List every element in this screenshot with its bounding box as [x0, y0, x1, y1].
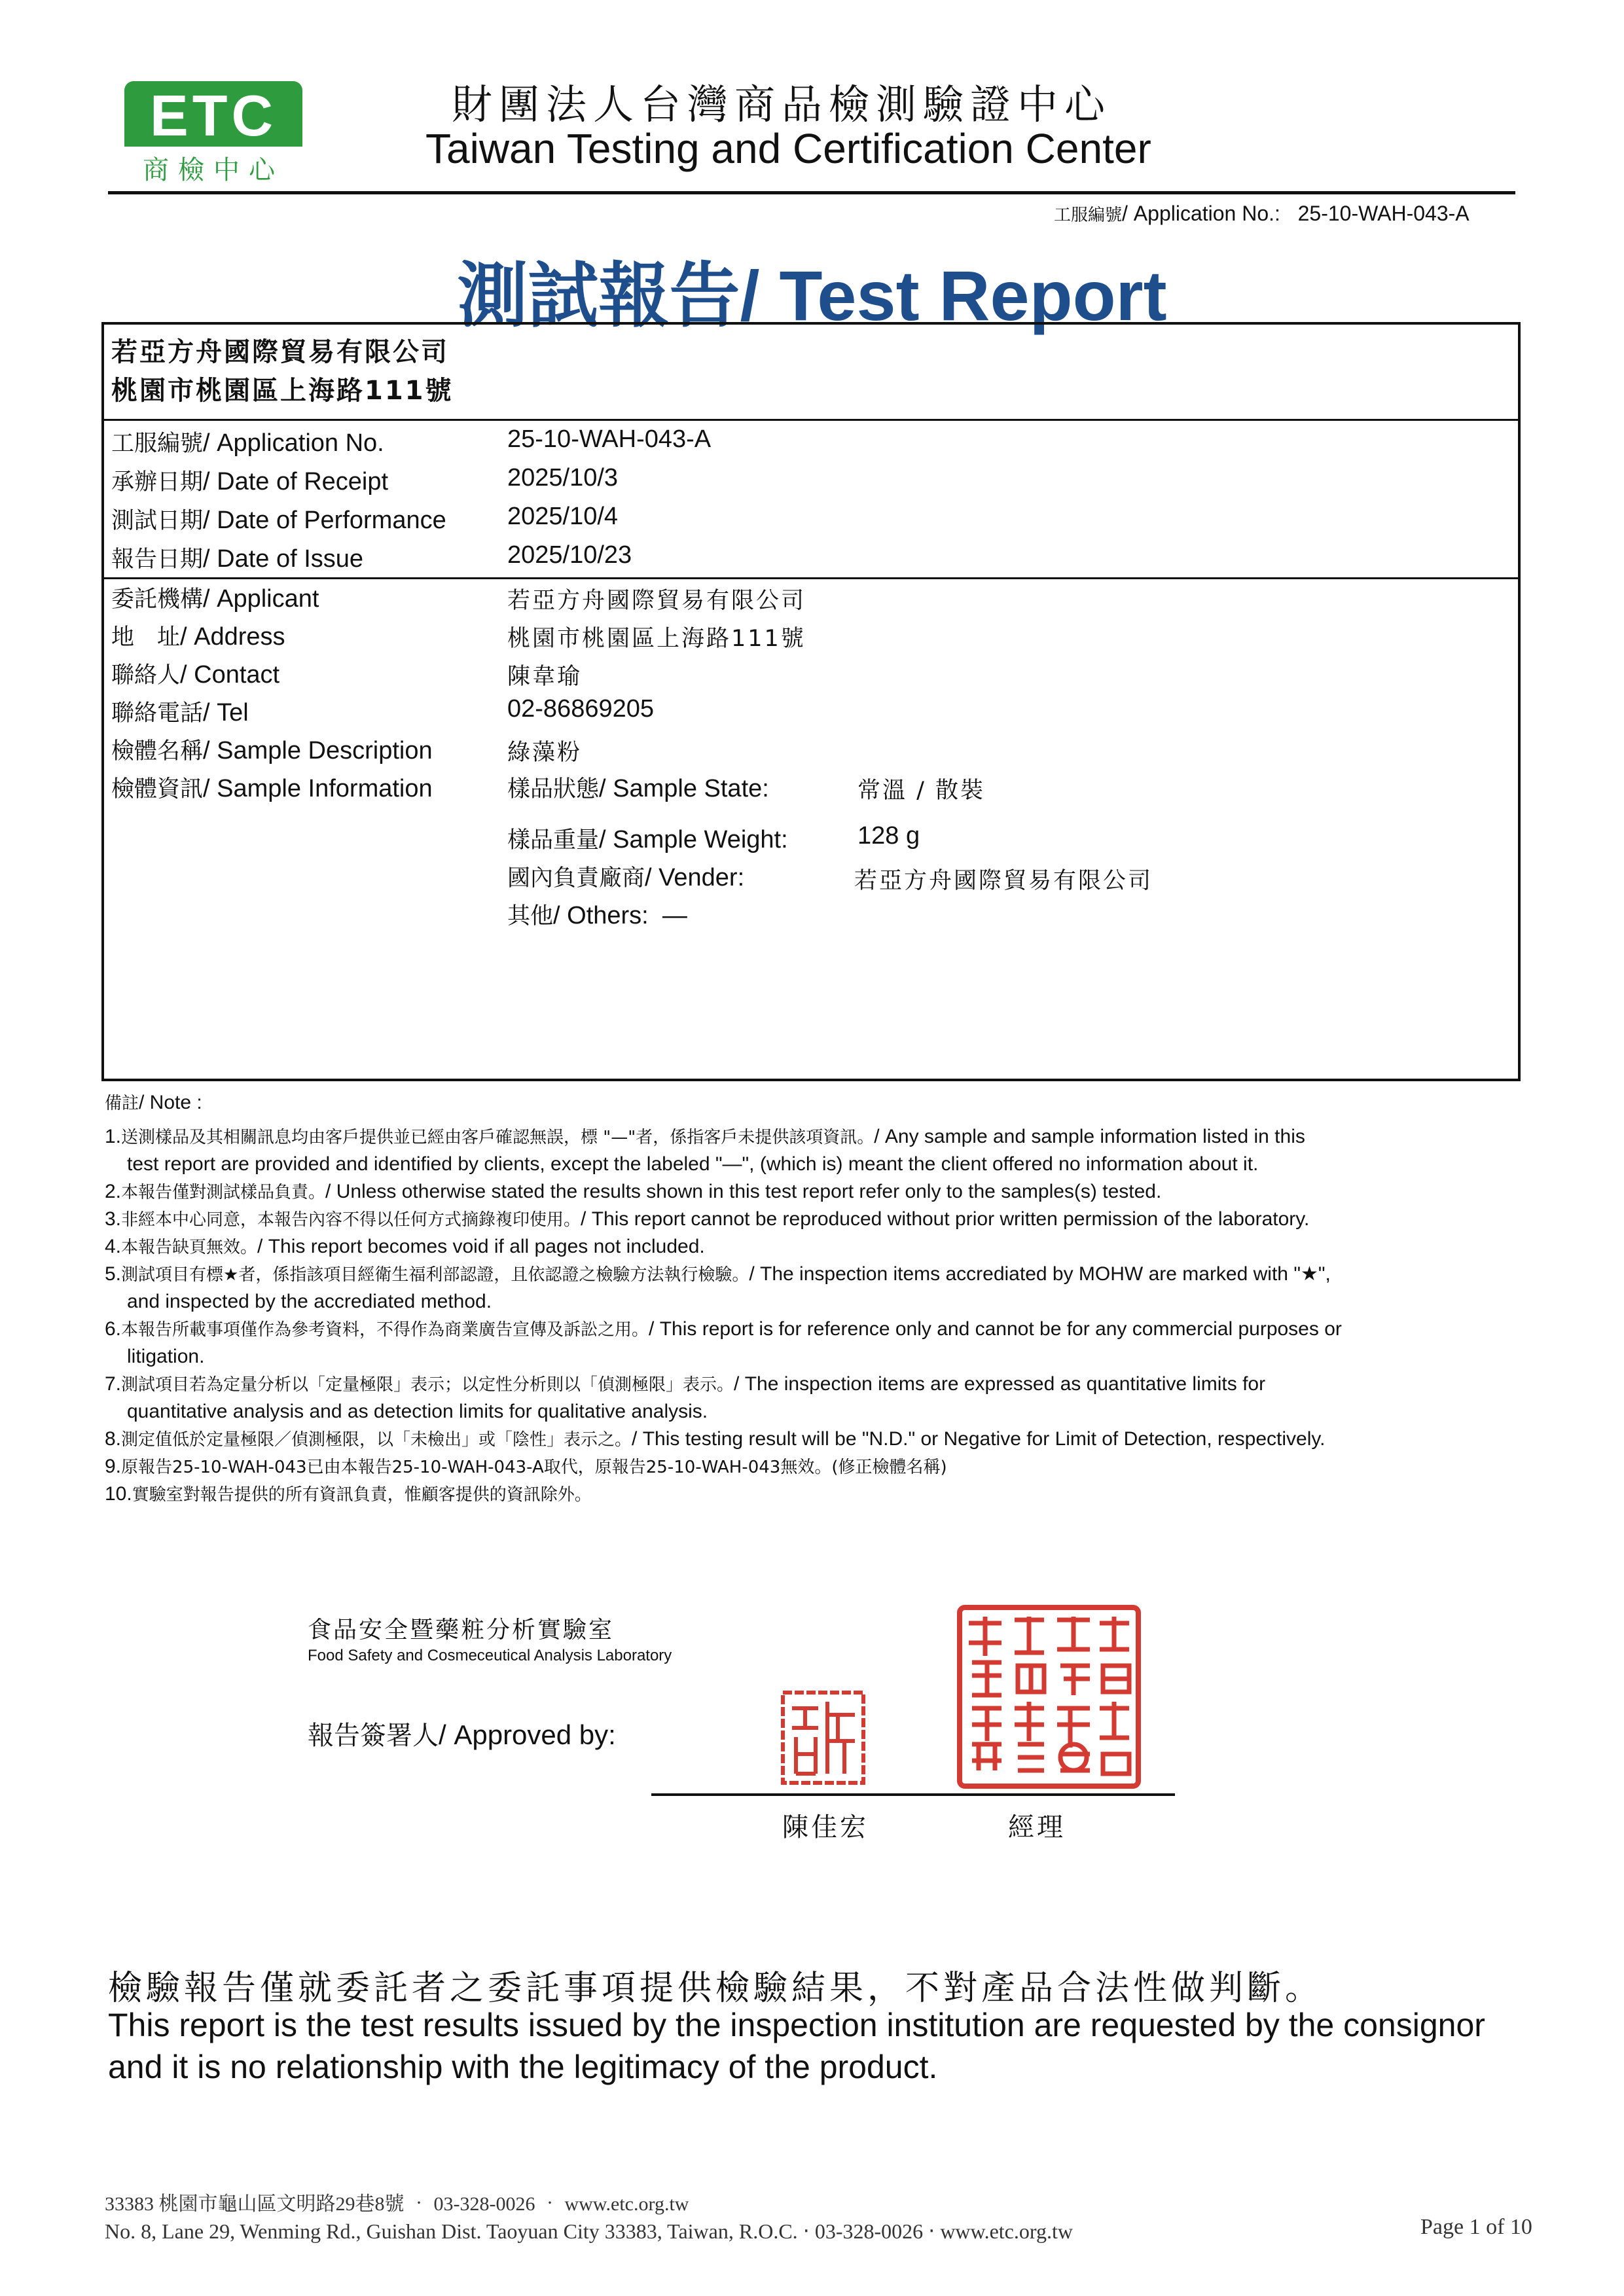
approved-by-label: 報告簽署人/ Approved by:	[308, 1719, 616, 1751]
detail-value: 陳韋瑜	[507, 664, 583, 690]
org-name-en: Taiwan Testing and Certification Center	[425, 125, 1151, 172]
sample-info-label: 國內負責廠商/ Vender:	[507, 864, 745, 891]
signer-title: 經理	[1008, 1812, 1066, 1842]
sample-info-label: 樣品重量/ Sample Weight:	[507, 826, 788, 853]
date-row: 測試日期/ Date of Performance	[111, 507, 446, 534]
etc-logo	[124, 81, 302, 185]
detail-label: 聯絡人/ Contact	[111, 661, 280, 689]
date-value: 2025/10/3	[507, 464, 619, 492]
detail-value: 桃園市桃園區上海路111號	[507, 626, 806, 652]
detail-value: 02-86869205	[507, 695, 654, 723]
detail-value: 若亞方舟國際貿易有限公司	[507, 588, 806, 614]
sample-info-value: 常溫 / 散裝	[857, 778, 986, 804]
page-number: Page 1 of 10	[1420, 2215, 1532, 2239]
note-item: 6.本報告所載事項僅作為參考資料，不得作為商業廣告宣傳及訴訟之用。/ This report is for reference only and cannot be for any commercial purposes or	[105, 1318, 1342, 1340]
note-item: 1.送測樣品及其相關訊息均由客戶提供並已經由客戶確認無誤，標 "—"者，係指客戶未提供該項資訊。/ Any sample and sample information listed in this	[105, 1126, 1305, 1147]
date-value: 2025/10/4	[507, 503, 619, 530]
logo-subtext: 商檢中心	[143, 155, 284, 185]
signer-name: 陳佳宏	[782, 1812, 869, 1842]
date-value: 2025/10/23	[507, 541, 632, 569]
note-item-cont: and inspected by the accrediated method.	[127, 1291, 492, 1312]
note-item: 8.測定值低於定量極限／偵測極限，以「未檢出」或「陰性」表示之。/ This testing result will be "N.D." or Negative for Limit of Detection, respectively.	[105, 1428, 1326, 1450]
footer-address-zh: 33383 桃園市龜山區文明路29巷8號 ‧ 03-328-0026 ‧ www.etc.org.tw	[105, 2193, 689, 2215]
page-title: 測試報告/ Test Report	[457, 255, 1167, 337]
lab-name-en: Food Safety and Cosmeceutical Analysis Laboratory	[308, 1647, 672, 1664]
seal-glyphs	[792, 1702, 855, 1774]
personal-seal-stamp	[779, 1689, 867, 1787]
detail-value: 綠藻粉	[507, 740, 583, 766]
disclaimer-en: This report is the test results issued by the inspection institution are requested by the consignor and it is no relationship with the legitimacy of the product.	[108, 2007, 1485, 2085]
sample-info-label: 樣品狀態/ Sample State:	[507, 775, 769, 802]
header-application-no: 工服編號/ Application No.: 25-10-WAH-043-A	[1054, 202, 1470, 225]
sample-info-label: 其他/ Others: —	[507, 902, 687, 929]
client-address: 桃園市桃園區上海路111號	[111, 376, 454, 406]
disclaimer-zh: 檢驗報告僅就委託者之委託事項提供檢驗結果，不對產品合法性做判斷。	[108, 1969, 1324, 2008]
note-item: 2.本報告僅對測試樣品負責。/ Unless otherwise stated the results shown in this test report refer only to the samples(s) tested.	[105, 1181, 1162, 1202]
date-row: 承辦日期/ Date of Receipt	[111, 468, 389, 495]
lab-name-zh: 食品安全暨藥粧分析實驗室	[308, 1617, 615, 1643]
org-name-zh: 財團法人台灣商品檢測驗證中心	[452, 81, 1112, 128]
date-value: 25-10-WAH-043-A	[507, 425, 712, 453]
logo-text: ETC	[150, 83, 277, 148]
footer-address-en: No. 8, Lane 29, Wenming Rd., Guishan Dist. Taoyuan City 33383, Taiwan, R.O.C. ‧ 03-328-0026 ‧ www.etc.org.tw	[105, 2219, 1073, 2243]
signature-rule	[651, 1793, 1175, 1796]
box-divider-1	[101, 419, 1521, 421]
date-row: 報告日期/ Date of Issue	[111, 545, 364, 573]
note-item: 10.實驗室對報告提供的所有資訊負責，惟顧客提供的資訊除外。	[105, 1483, 592, 1505]
sample-info-value: 128 g	[857, 822, 920, 850]
detail-label: 檢體資訊/ Sample Information	[111, 775, 433, 802]
logo-badge	[124, 81, 302, 147]
box-divider-2	[101, 577, 1521, 579]
note-item-cont: test report are provided and identified by clients, except the labeled "—", (which is) meant the client offered no information about it.	[127, 1153, 1259, 1175]
notes-heading: 備註/ Note :	[105, 1092, 202, 1113]
header-rule	[108, 191, 1515, 194]
sample-info-value: 若亞方舟國際貿易有限公司	[854, 868, 1153, 894]
client-name: 若亞方舟國際貿易有限公司	[111, 337, 449, 367]
note-item: 3.非經本中心同意，本報告內容不得以任何方式摘錄複印使用。/ This report cannot be reproduced without prior written permission of the laboratory.	[105, 1208, 1310, 1230]
note-item-cont: quantitative analysis and as detection limits for qualitative analysis.	[127, 1401, 708, 1422]
detail-label: 地 址/ Address	[111, 623, 285, 651]
note-item: 9.原報告25-10-WAH-043已由本報告25-10-WAH-043-A取代，原報告25-10-WAH-043無效。(修正檢體名稱)	[105, 1456, 947, 1477]
note-item: 4.本報告缺頁無效。/ This report becomes void if all pages not included.	[105, 1236, 705, 1257]
detail-label: 委託機構/ Applicant	[111, 585, 319, 613]
detail-label: 聯絡電話/ Tel	[111, 699, 249, 726]
detail-label: 檢體名稱/ Sample Description	[111, 737, 433, 764]
note-item: 5.測試項目有標★者，係指該項目經衛生福利部認證，且依認證之檢驗方法執行檢驗。/ The inspection items accrediated by MOHW are marked with "★",	[105, 1263, 1331, 1285]
org-seal-glyphs	[969, 1617, 1129, 1774]
note-item-cont: litigation.	[127, 1346, 205, 1367]
organization-seal-stamp	[956, 1604, 1142, 1790]
note-item: 7.測試項目若為定量分析以「定量極限」表示；以定性分析則以「偵測極限」表示。/ The inspection items are expressed as quantitative limits for	[105, 1373, 1266, 1395]
date-row: 工服編號/ Application No.	[111, 429, 384, 457]
